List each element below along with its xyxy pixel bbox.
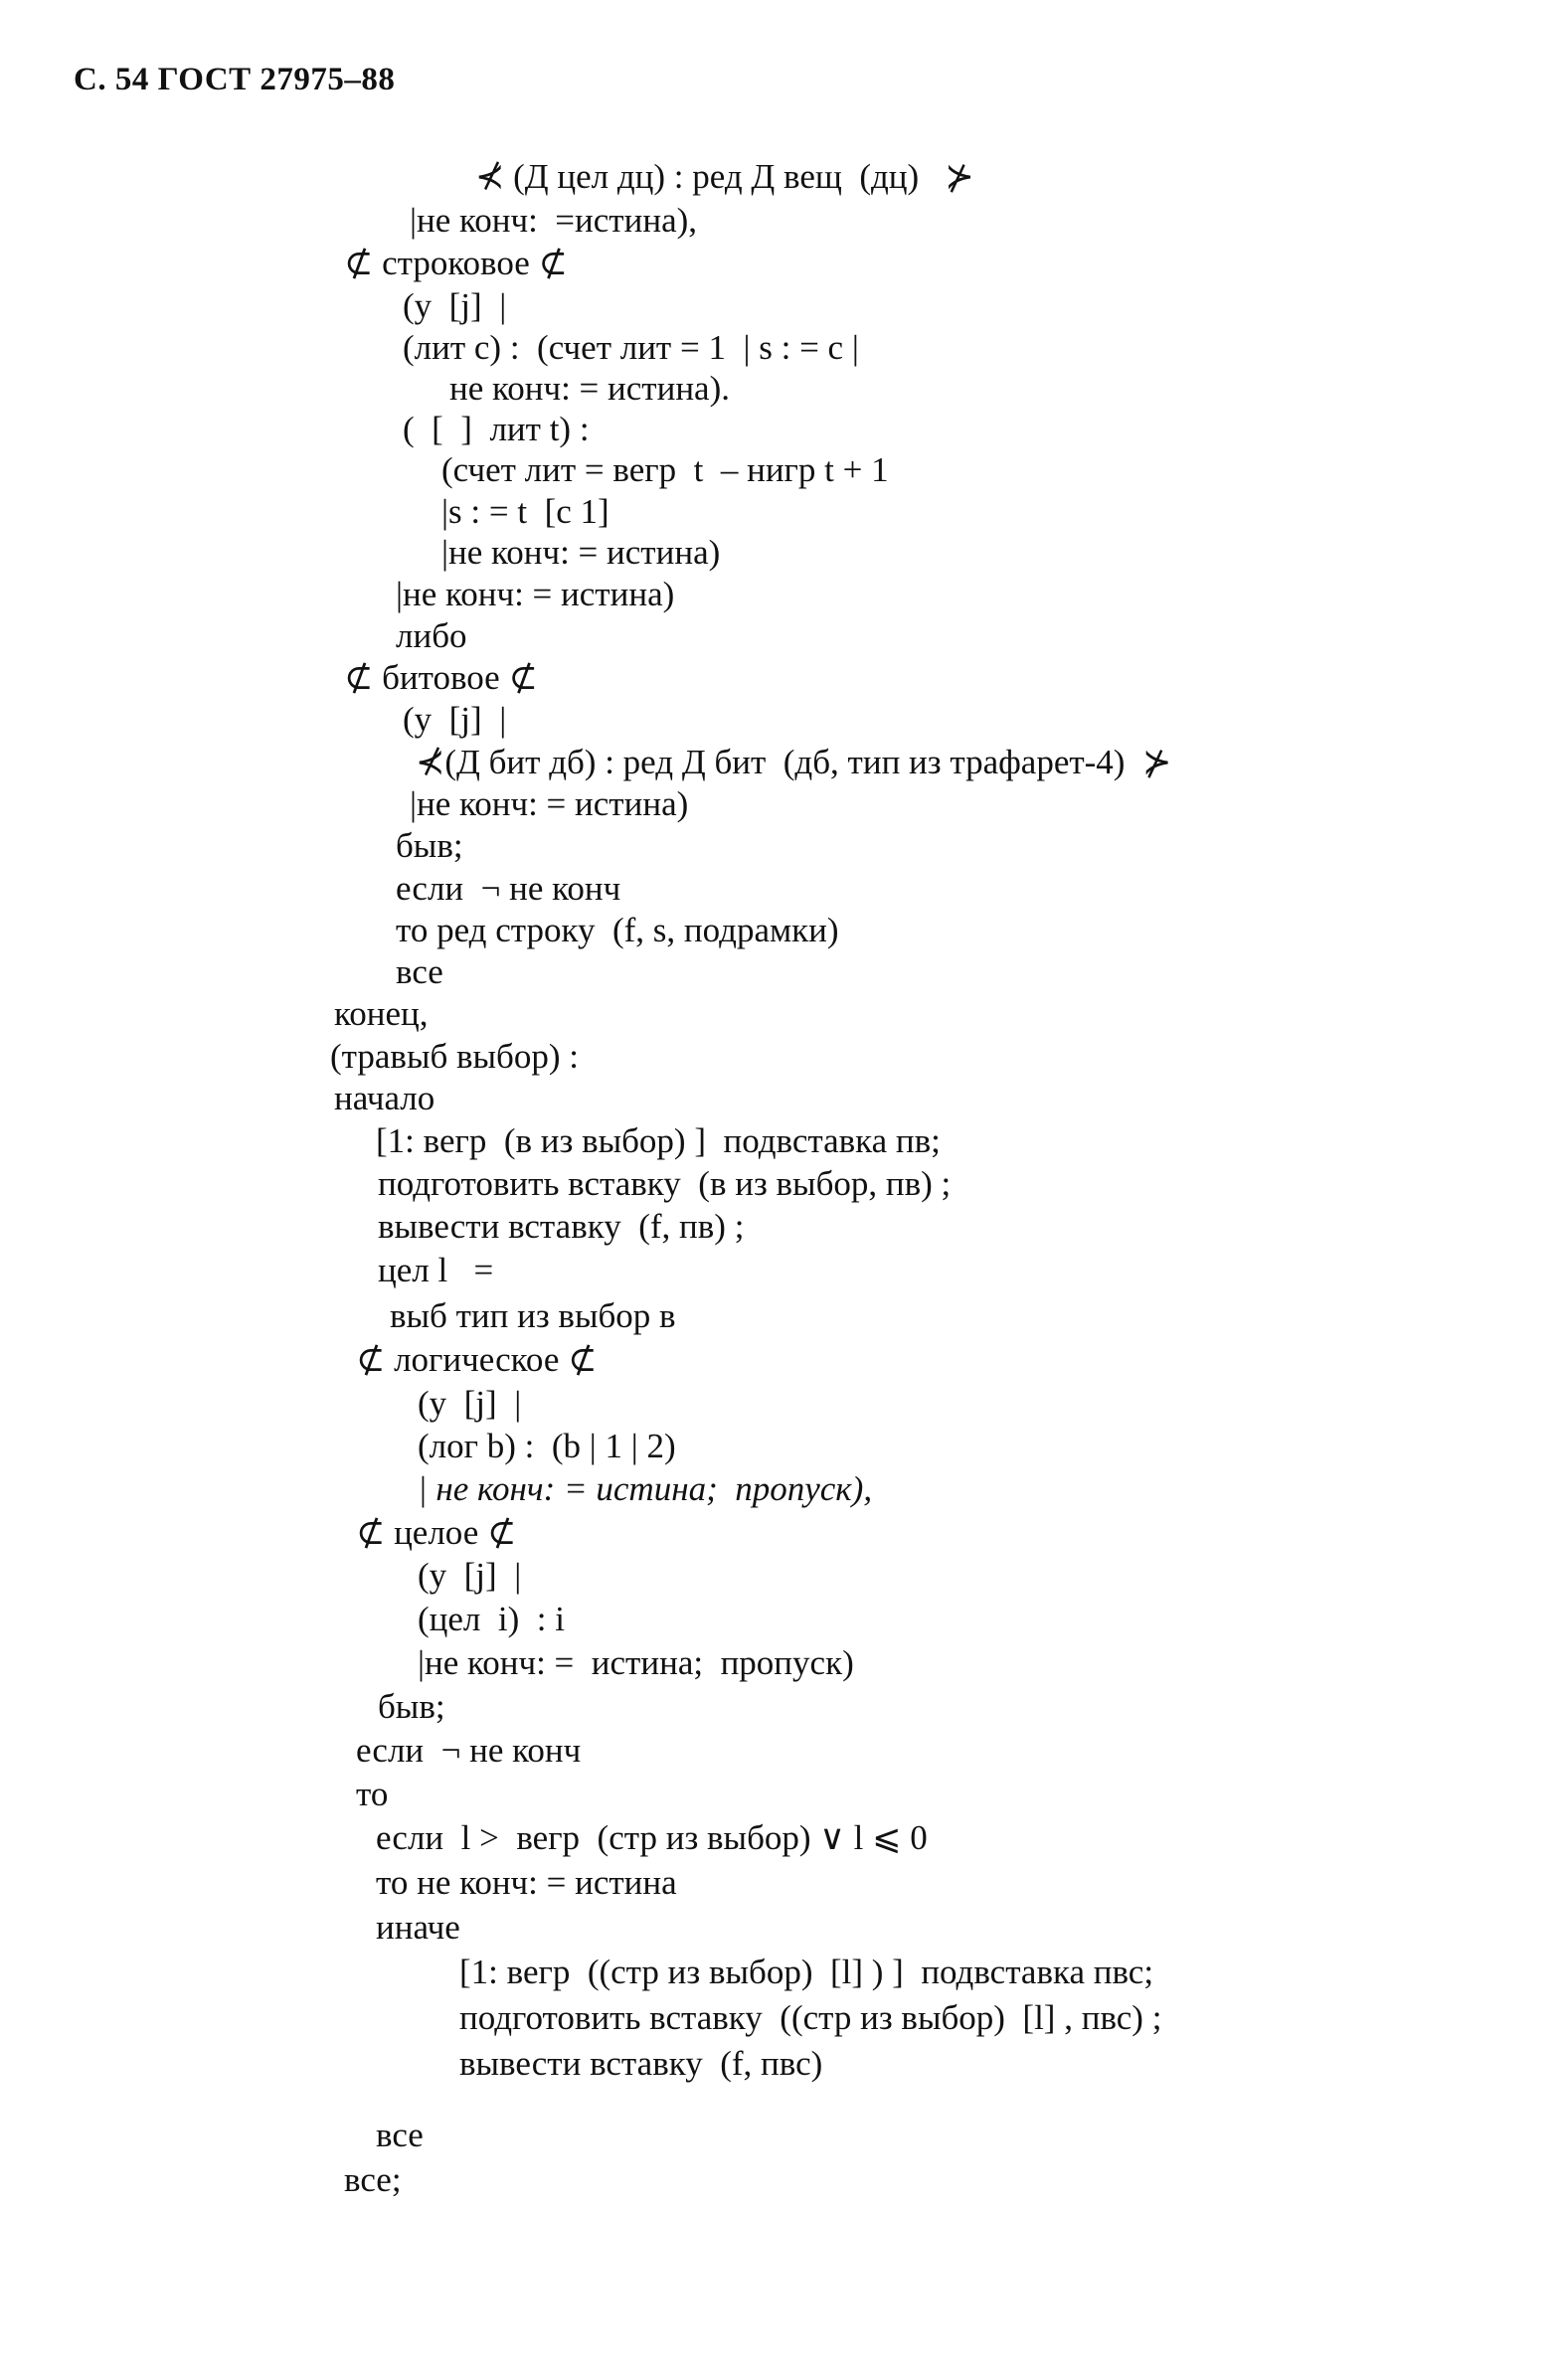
code-line: то не конч: = истина xyxy=(376,1863,677,1902)
code-line: | не конч: = истина; пропуск), xyxy=(418,1469,873,1508)
code-line: |не конч: = истина) xyxy=(441,533,721,572)
code-line: начало xyxy=(334,1079,435,1117)
code-line: ⊀(Д бит дб) : ред Д бит (дб, тип из трафарет-4) ⊁ xyxy=(416,743,1172,781)
code-line: (цел i) : i xyxy=(418,1600,565,1638)
code-line: выб тип из выбор в xyxy=(390,1296,676,1335)
code-line: все xyxy=(396,952,443,991)
code-line: если l > вегр (стр из выбор) ∨ l ⩽ 0 xyxy=(376,1818,928,1857)
code-line: подготовить вставку ((стр из выбор) [l] , пвс) ; xyxy=(459,1998,1162,2037)
code-line: ⊀ (Д цел дц) : ред Д вещ (дц) ⊁ xyxy=(475,157,974,196)
code-line: либо xyxy=(396,616,467,655)
code-line: быв; xyxy=(396,826,463,865)
code-line: ⊄ логическое ⊄ xyxy=(356,1340,598,1379)
code-line: все; xyxy=(344,2160,402,2199)
code-line: иначе xyxy=(376,1908,460,1947)
code-line: (травыб выбор) : xyxy=(330,1037,579,1076)
code-line: то xyxy=(356,1775,389,1813)
code-line: все xyxy=(376,2116,424,2154)
code-line: [1: вегр (в из выбор) ] подвставка пв; xyxy=(376,1121,941,1160)
code-line: ( [ ] лит t) : xyxy=(403,410,590,448)
code-line: (у [j] | xyxy=(418,1384,522,1423)
code-line: (лог b) : (b | 1 | 2) xyxy=(418,1427,676,1465)
code-line: |не конч: =истина), xyxy=(410,201,698,240)
page-header: С. 54 ГОСТ 27975–88 xyxy=(74,62,396,97)
code-line: быв; xyxy=(378,1687,445,1726)
code-line: вывести вставку (f, пв) ; xyxy=(378,1207,745,1246)
code-line: |не конч: = истина) xyxy=(410,784,689,823)
code-line: конец, xyxy=(334,994,429,1033)
code-line: если ¬ не конч xyxy=(396,869,621,908)
code-line: |не конч: = истина; пропуск) xyxy=(418,1643,854,1682)
code-line: |не конч: = истина) xyxy=(396,575,675,613)
code-line: (счет лит = вегр t – нигр t + 1 xyxy=(441,450,889,489)
code-line: цел l = xyxy=(378,1251,494,1289)
code-line: то ред строку (f, s, подрамки) xyxy=(396,911,839,949)
code-line: не конч: = истина). xyxy=(449,369,730,408)
code-line: ⊄ целое ⊄ xyxy=(356,1513,517,1552)
code-line: |s : = t [c 1] xyxy=(441,492,609,531)
code-line: (лит c) : (счет лит = 1 | s : = c | xyxy=(403,328,859,367)
code-line: если ¬ не конч xyxy=(356,1731,582,1770)
code-line: [1: вегр ((стр из выбор) [l] ) ] подвставка пвс; xyxy=(459,1953,1154,1991)
code-line: (у [j] | xyxy=(418,1556,522,1595)
code-line: (у [j] | xyxy=(403,286,507,325)
code-line: ⊄ битовое ⊄ xyxy=(344,658,538,697)
code-line: ⊄ строковое ⊄ xyxy=(344,244,568,282)
code-line: вывести вставку (f, пвс) xyxy=(459,2044,823,2083)
code-line: подготовить вставку (в из выбор, пв) ; xyxy=(378,1164,952,1203)
code-line: (у [j] | xyxy=(403,700,507,739)
